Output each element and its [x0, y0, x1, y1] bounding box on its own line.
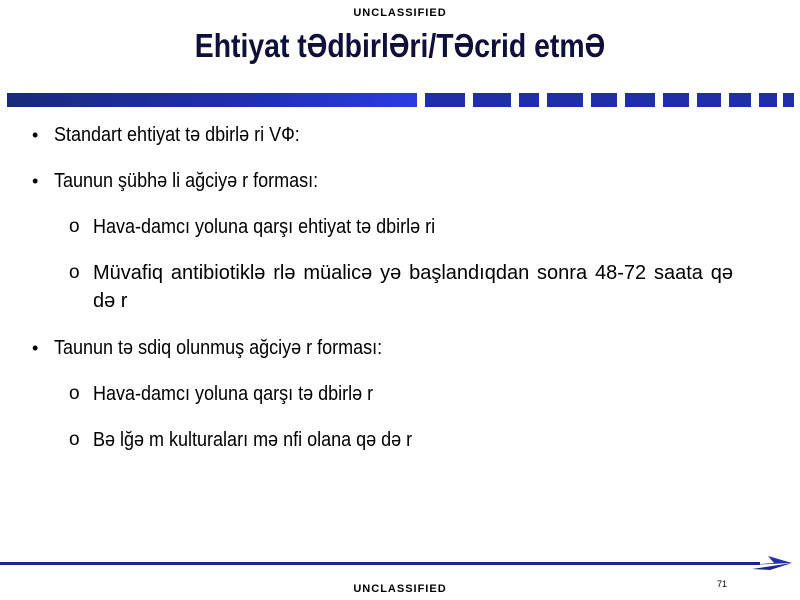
footer-line	[0, 562, 760, 565]
footer-arrow-icon	[748, 552, 792, 572]
title-underline-bar	[7, 93, 794, 107]
page-number: 71	[717, 579, 728, 589]
sub-bullet-item	[69, 380, 404, 408]
bullet-item	[32, 334, 419, 362]
slide-title: Ehtiyat tƏdbirlƏri/TƏcrid etmƏ	[194, 27, 606, 64]
sub-bullet-text: Hava-damcı yoluna qarşı tə dbirlə r	[93, 383, 374, 405]
sub-bullet-marker: o	[69, 429, 80, 450]
title-bar-segment	[473, 93, 511, 107]
title-bar-segment	[729, 93, 751, 107]
sub-bullet-item	[69, 426, 448, 454]
classification-footer: UNCLASSIFIED	[353, 583, 447, 595]
bullet-item	[32, 121, 327, 149]
classification-header: UNCLASSIFIED	[353, 7, 447, 19]
title-bar-segment	[759, 93, 777, 107]
slide-body	[0, 118, 800, 558]
bullet-text: Taunun şübhə li ağciyə r forması:	[54, 170, 319, 192]
title-bar-segment	[697, 93, 721, 107]
sub-bullet-marker: o	[69, 262, 80, 283]
title-bar-segment	[425, 93, 465, 107]
sub-bullet-item	[69, 213, 473, 241]
sub-bullet-marker: o	[69, 216, 80, 237]
sub-bullet-text: Bə lğə m kulturaları mə nfi olana qə də r	[93, 429, 413, 451]
bullet-marker: •	[32, 125, 39, 145]
bullet-marker: •	[32, 171, 39, 191]
title-bar-segment	[625, 93, 655, 107]
bullet-item	[32, 167, 348, 195]
bullet-marker: •	[32, 338, 39, 358]
sub-bullet-item	[69, 259, 733, 315]
title-bar-segment	[783, 93, 794, 107]
title-bar-segment	[547, 93, 583, 107]
title-bar-gradient	[7, 93, 417, 107]
bullet-text: Taunun tə sdiq olunmuş ağciyə r forması:	[54, 337, 383, 359]
sub-bullet-text: Müvafiq antibiotiklə rlə müalicə yə başlandıqdan sonra 48-72 saata qə də r	[93, 262, 733, 312]
title-bar-segment	[663, 93, 689, 107]
sub-bullet-text: Hava-damcı yoluna qarşı ehtiyat tə dbirlə ri	[93, 216, 436, 238]
title-bar-segment	[519, 93, 539, 107]
bullet-text: Standart ehtiyat tə dbirlə ri VФ:	[54, 124, 300, 146]
title-bar-segment	[591, 93, 617, 107]
sub-bullet-marker: o	[69, 383, 80, 404]
